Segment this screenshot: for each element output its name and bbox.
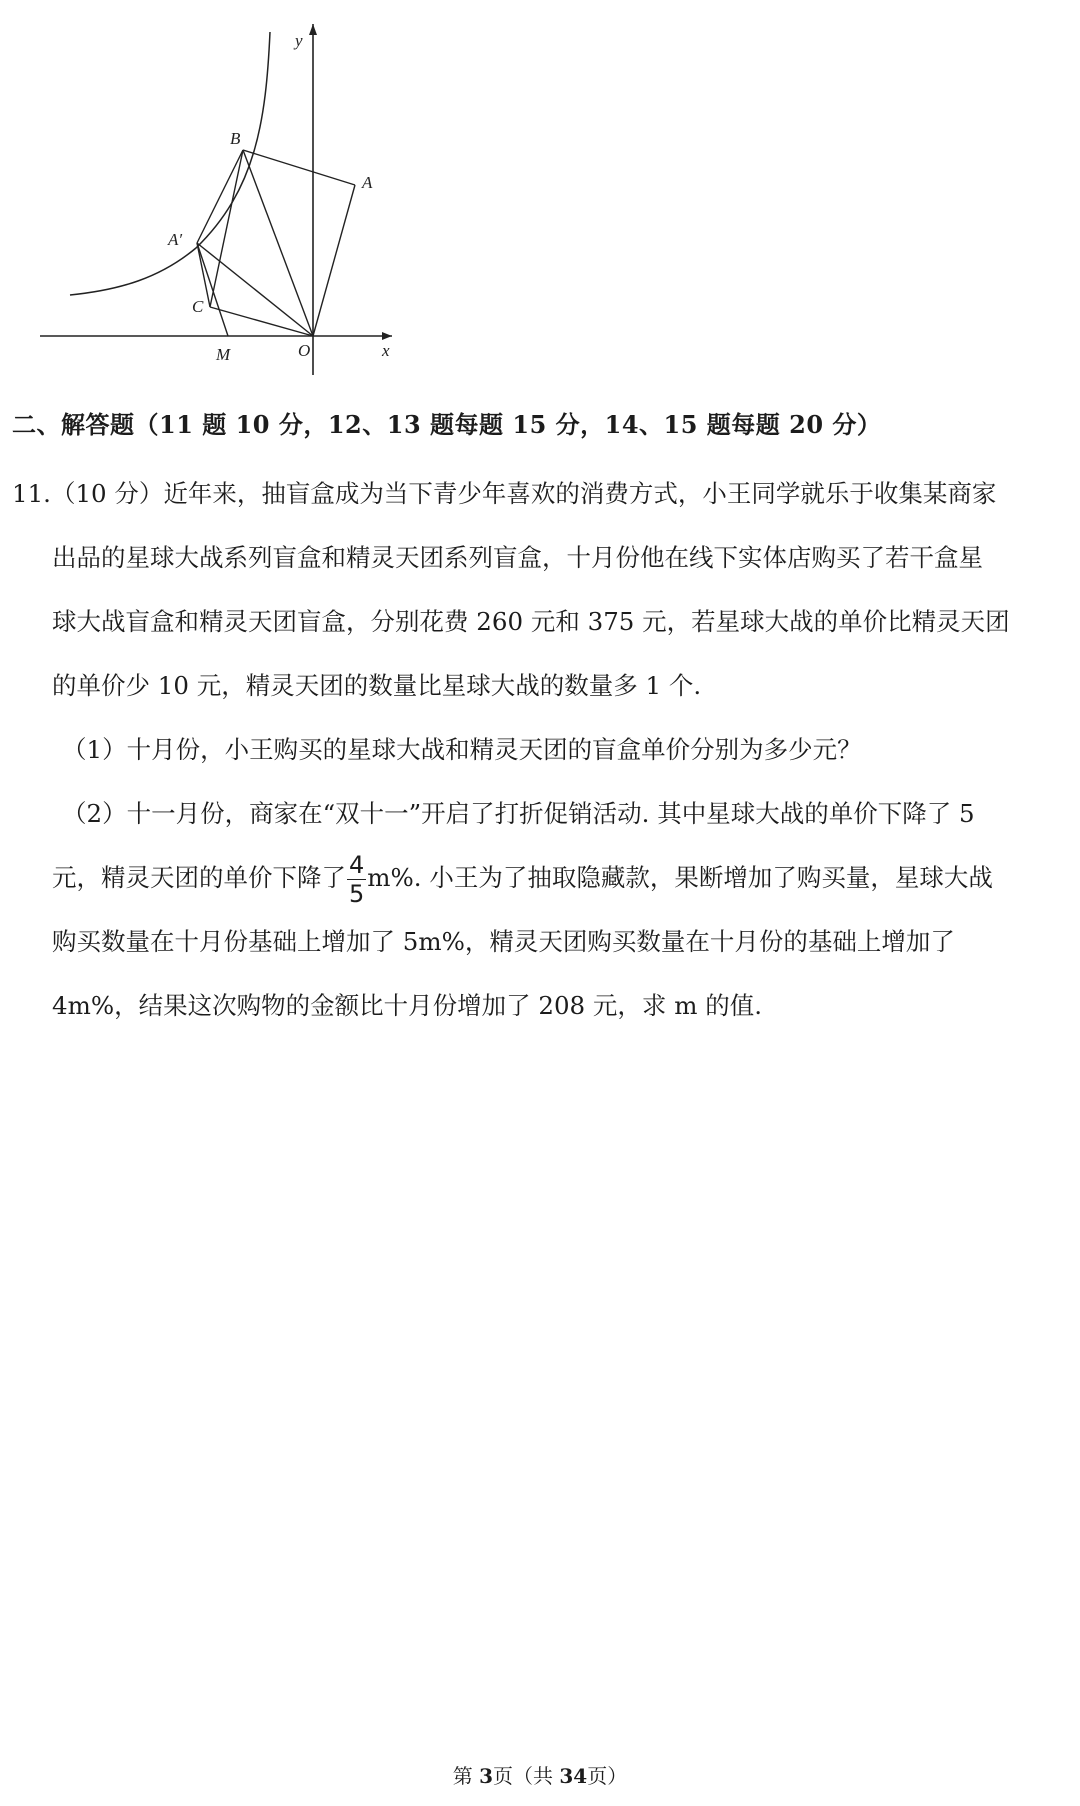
footer-suffix: 页） [587, 1764, 628, 1788]
page-footer [0, 1760, 1080, 1789]
question-stem-line-1 [12, 462, 1062, 526]
part-2-line-2 [12, 846, 1062, 910]
label-m: M [216, 345, 231, 364]
part-2-line-3: 购买数量在十月份基础上增加了 5m%，精灵天团购买数量在十月份的基础上增加了 [52, 927, 955, 956]
label-x: x [382, 341, 390, 360]
label-c: C [192, 297, 204, 316]
geometry-figure [30, 10, 410, 385]
footer-mid: 页（共 [493, 1764, 560, 1788]
label-o: O [298, 341, 311, 360]
fraction-denominator: 5 [349, 880, 365, 908]
part-2-line-4: 4m%，结果这次购物的金额比十月份增加了 208 元，求 m 的值. [52, 991, 763, 1020]
fraction [347, 853, 366, 906]
label-y: y [295, 31, 303, 50]
question-stem-line-2: 出品的星球大战系列盲盒和精灵天团系列盲盒，十月份他在线下实体店购买了若干盒星 [52, 543, 983, 572]
section-title: 二、解答题（11 题 10 分，12、13 题每题 15 分，14、15 题每题 20 分） [12, 410, 882, 439]
label-a: A [362, 173, 373, 192]
label-b: B [230, 129, 241, 148]
question-number: 11. [12, 479, 51, 508]
question-score: （10 分） [50, 479, 164, 508]
question-11 [12, 462, 1062, 1038]
part-2-line-1: （2）十一月份，商家在“双十一”开启了打折促销活动. 其中星球大战的单价下降了 5 [62, 799, 975, 828]
label-a-prime: A′ [168, 230, 183, 249]
page-number: 3 [479, 1764, 494, 1788]
question-stem-line-4: 的单价少 10 元，精灵天团的数量比星球大战的数量多 1 个. [52, 671, 702, 700]
footer-prefix: 第 [452, 1764, 480, 1788]
page-total: 34 [559, 1764, 588, 1788]
part-1: （1）十月份，小王购买的星球大战和精灵天团的盲盒单价分别为多少元？ [62, 735, 862, 764]
segments [197, 150, 355, 336]
x-axis-arrow [382, 332, 392, 340]
fraction-numerator: 4 [349, 851, 365, 879]
coordinate-diagram [30, 10, 410, 385]
stem-text-1: 近年来，抽盲盒成为当下青少年喜欢的消费方式，小王同学就乐于收集某商家 [163, 479, 997, 508]
y-axis-arrow [309, 24, 317, 35]
part-2-text-b: m%. 小王为了抽取隐藏款，果断增加了购买量，星球大战 [367, 863, 993, 892]
question-stem-line-3: 球大战盲盒和精灵天团盲盒，分别花费 260 元和 375 元，若星球大战的单价比精灵天团 [52, 607, 1010, 636]
part-2-text-a: 元，精灵天团的单价下降了 [52, 863, 346, 892]
